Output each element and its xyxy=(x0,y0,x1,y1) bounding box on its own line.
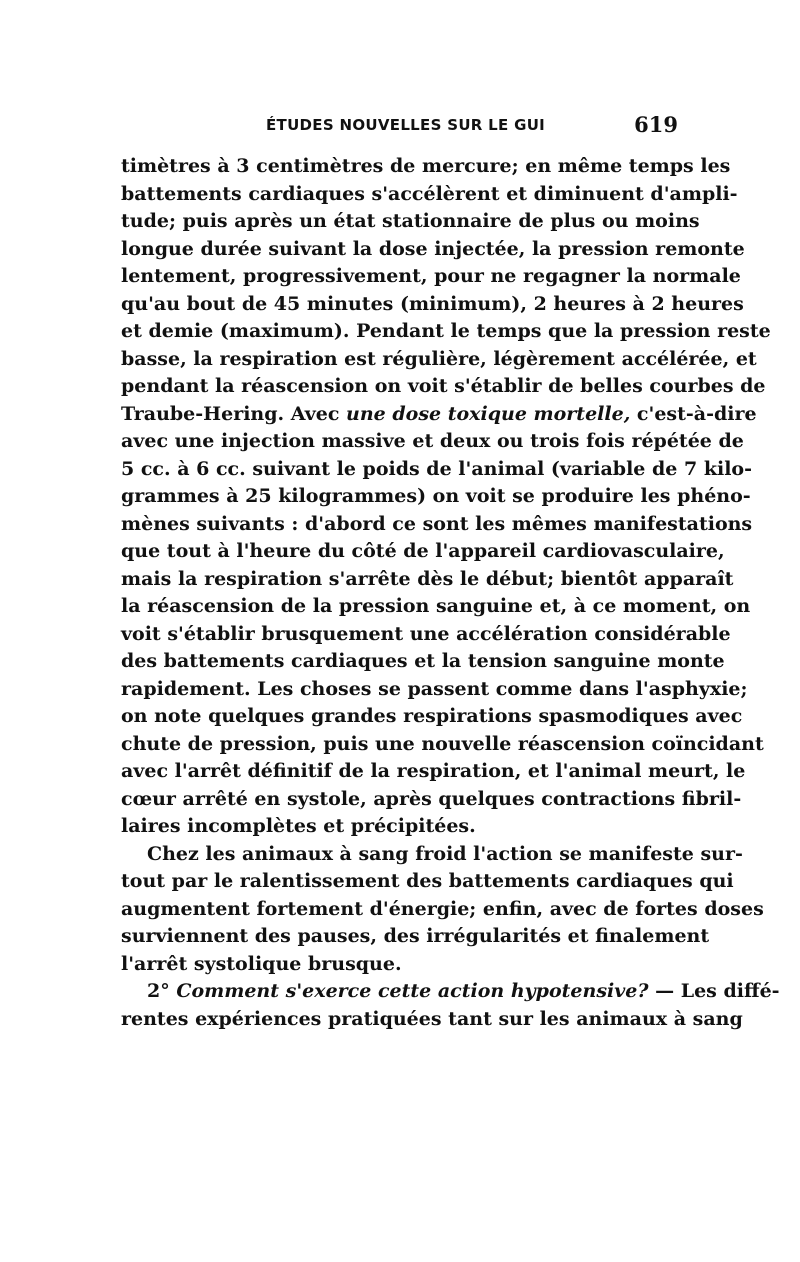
text-segment: — Les diffé- xyxy=(648,980,780,1002)
text-line: que tout à l'heure du côté de l'appareil cardiovasculaire, xyxy=(121,540,725,562)
text-line: lentement, progressivement, pour ne regagner la normale xyxy=(121,265,741,287)
body-text xyxy=(121,153,780,1033)
text-line: longue durée suivant la dose injectée, la pression remonte xyxy=(121,237,745,260)
text-line: qu'au bout de 45 minutes (minimum), 2 heures à 2 heures xyxy=(121,292,744,315)
text-line: tude; puis après un état stationnaire de plus ou moins xyxy=(121,210,700,232)
text-line: battements cardiaques s'accélèrent et diminuent d'ampli- xyxy=(121,182,738,205)
text-segment: 2° xyxy=(147,980,177,1002)
text-line: surviennent des pauses, des irrégularités et finalement xyxy=(121,925,710,947)
text-line: mènes suivants : d'abord ce sont les mêmes manifestations xyxy=(121,512,753,535)
text-line: augmentent fortement d'énergie; enfin, avec de fortes doses xyxy=(121,897,764,920)
text-segment: Traube-Hering. Avec xyxy=(121,402,347,425)
text-line: l'arrêt systolique brusque. xyxy=(121,952,402,975)
text-line: timètres à 3 centimètres de mercure; en même temps les xyxy=(121,155,731,177)
text-line: avec l'arrêt définitif de la respiration, et l'animal meurt, le xyxy=(121,760,746,782)
text-line: on note quelques grandes respirations spasmodiques avec xyxy=(121,705,743,727)
text-line-with-italic xyxy=(121,401,757,429)
text-line: la réascension de la pression sanguine et, à ce moment, on xyxy=(121,595,751,617)
page-number: 619 xyxy=(634,112,678,137)
italic-phrase: Comment s'exerce cette action hypotensive? xyxy=(176,980,649,1002)
text-line: avec une injection massive et deux ou trois fois répétée de xyxy=(121,430,744,452)
text-line: pendant la réascension on voit s'établir de belles courbes de xyxy=(121,375,766,397)
text-line-with-italic xyxy=(121,978,780,1006)
text-line: cœur arrêté en systole, après quelques contractions fibril- xyxy=(121,787,742,810)
text-line: rentes expériences pratiquées tant sur les animaux à sang xyxy=(121,1007,743,1030)
text-line: grammes à 25 kilogrammes) on voit se produire les phéno- xyxy=(121,485,751,507)
text-line: chute de pression, puis une nouvelle réascension coïncidant xyxy=(121,732,764,755)
text-line: rapidement. Les choses se passent comme dans l'asphyxie; xyxy=(121,677,748,700)
running-title: ÉTUDES NOUVELLES SUR LE GUI xyxy=(266,116,546,134)
text-line: des battements cardiaques et la tension sanguine monte xyxy=(121,650,725,672)
text-line: Chez les animaux à sang froid l'action se manifeste sur- xyxy=(147,842,743,865)
text-line: tout par le ralentissement des battements cardiaques qui xyxy=(121,870,734,892)
text-line: mais la respiration s'arrête dès le début; bientôt apparaît xyxy=(121,567,734,590)
text-line: basse, la respiration est régulière, légèrement accélérée, et xyxy=(121,347,757,370)
running-head xyxy=(120,112,680,142)
text-line: voit s'établir brusquement une accélération considérable xyxy=(121,622,731,645)
text-segment: c'est-à-dire xyxy=(630,402,757,425)
text-line: 5 cc. à 6 cc. suivant le poids de l'animal (variable de 7 kilo- xyxy=(121,457,752,480)
italic-phrase: une dose toxique mortelle, xyxy=(346,402,631,425)
text-line: laires incomplètes et précipitées. xyxy=(121,815,476,837)
text-line: et demie (maximum). Pendant le temps que la pression reste xyxy=(121,320,771,342)
